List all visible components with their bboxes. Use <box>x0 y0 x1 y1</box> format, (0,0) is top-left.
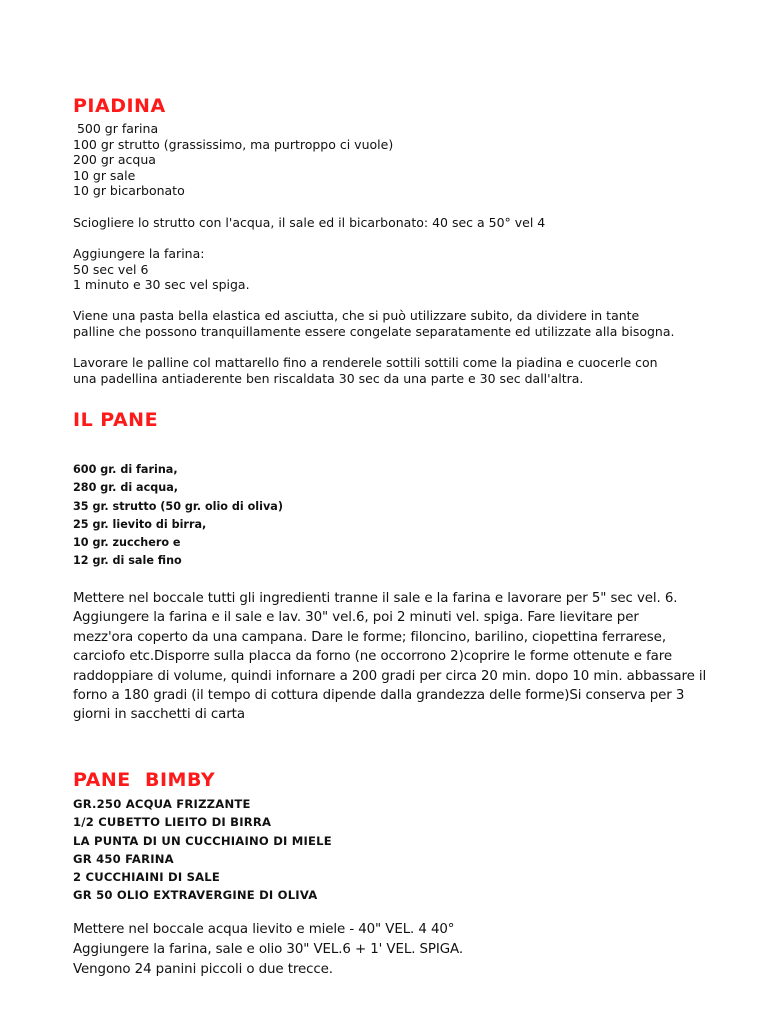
ingredient-line: 10 gr bicarbonato <box>73 183 185 198</box>
pane-method <box>73 589 733 725</box>
paragraph-line: 1 minuto e 30 sec vel spiga. <box>73 277 250 292</box>
paragraph-line: una padellina antiaderente ben riscaldata 30 sec da una parte e 30 sec dall'altra. <box>73 370 584 386</box>
paragraph-line: Mettere nel boccale tutti gli ingredienti tranne il sale e la farina e lavorare per 5" sec vel. 6. <box>73 591 678 606</box>
ingredient-line: 200 gr acqua <box>73 152 156 167</box>
piadina-step-3 <box>73 308 733 339</box>
pane-title: IL PANE <box>73 409 159 431</box>
ingredient-line: 10 gr. zucchero e <box>73 536 181 550</box>
piadina-step-1 <box>73 215 733 231</box>
piadina-step-4 <box>73 355 733 386</box>
ingredient-line: 500 gr farina <box>73 121 159 136</box>
paragraph-line: Aggiungere la farina, sale e olio 30" VEL.6 + 1' VEL. SPIGA. <box>73 942 463 957</box>
ingredient-line: 2 CUCCHIAINI DI SALE <box>73 870 221 885</box>
paragraph-line: forno a 180 gradi (il tempo di cottura dipende dalla grandezza delle forme)Si conserva per 3 <box>73 688 685 704</box>
ingredient-line: LA PUNTA DI UN CUCCHIAINO DI MIELE <box>73 833 332 848</box>
ingredient-line: 100 gr strutto (grassissimo, ma purtroppo ci vuole) <box>73 136 394 152</box>
ingredient-line: GR 450 FARINA <box>73 851 174 866</box>
ingredient-line: 600 gr. di farina, <box>73 463 178 476</box>
ingredient-line: 280 gr. di acqua, <box>73 481 179 495</box>
paragraph-line: Sciogliere lo strutto con l'acqua, il sale ed il bicarbonato: 40 sec a 50° vel 4 <box>73 215 546 230</box>
piadina-step-2 <box>73 246 733 293</box>
ingredient-line: 12 gr. di sale fino <box>73 554 182 568</box>
paragraph-line: Viene una pasta bella elastica ed asciutta, che si può utilizzare subito, da dividere in tante <box>73 308 640 323</box>
ingredient-line: 35 gr. strutto (50 gr. olio di oliva) <box>73 499 283 513</box>
pane-bimby-ingredients <box>73 795 733 905</box>
paragraph-line: Mettere nel boccale acqua lievito e miele - 40" VEL. 4 40° <box>73 922 455 937</box>
paragraph-line: carciofo etc.Disporre sulla placca da forno (ne occorrono 2)coprire le forme ottenute e fare <box>73 649 672 665</box>
paragraph-line: Vengono 24 panini piccoli o due trecce. <box>73 962 333 977</box>
piadina-title: PIADINA <box>73 95 166 117</box>
paragraph-line: Aggiungere la farina: <box>73 246 205 261</box>
ingredient-line: GR.250 ACQUA FRIZZANTE <box>73 797 251 811</box>
ingredient-line: 10 gr sale <box>73 167 136 183</box>
paragraph-line: Aggiungere la farina e il sale e lav. 30" vel.6, poi 2 minuti vel. spiga. Fare lievitare per <box>73 610 639 626</box>
ingredient-line: 1/2 CUBETTO LIEITO DI BIRRA <box>73 815 272 830</box>
pane-bimby-method <box>73 920 733 980</box>
ingredient-line: GR 50 OLIO EXTRAVERGINE DI OLIVA <box>73 888 318 903</box>
pane-bimby-title: PANE BIMBY <box>73 769 216 791</box>
pane-ingredients <box>73 461 733 571</box>
paragraph-line: mezz'ora coperto da una campana. Dare le forme; filoncino, barilino, ciopettina ferrarese, <box>73 629 666 645</box>
paragraph-line: palline che possono tranquillamente essere congelate separatamente ed utilizzate alla bisogna. <box>73 323 675 339</box>
paragraph-line: giorni in sacchetti di carta <box>73 707 245 723</box>
ingredient-line: 25 gr. lievito di birra, <box>73 517 207 531</box>
paragraph-line: 50 sec vel 6 <box>73 261 149 277</box>
piadina-ingredients <box>73 121 733 199</box>
paragraph-line: Lavorare le palline col mattarello fino a renderele sottili sottili come la piadina e cuocerle con <box>73 355 658 370</box>
paragraph-line: raddoppiare di volume, quindi infornare a 200 gradi per circa 20 min. dopo 10 min. abbassare il <box>73 668 707 684</box>
